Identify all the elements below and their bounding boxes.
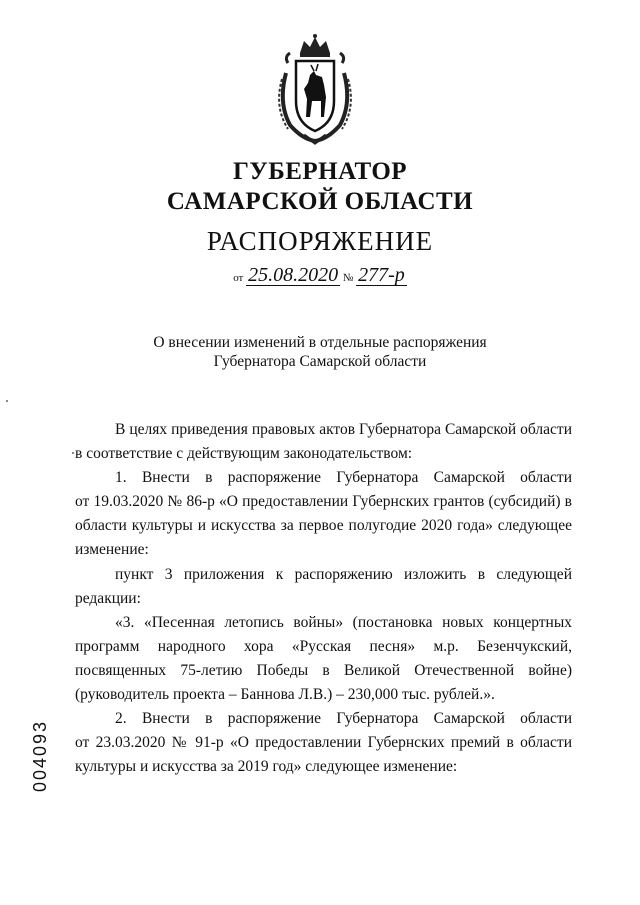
body-line: пункт 3 приложения к распоряжению изложить в следующей	[115, 565, 572, 583]
scan-speck	[72, 452, 74, 454]
body-line: 1. Внести в распоряжение Губернатора Самарской области	[115, 469, 572, 487]
body-line: изменение:	[75, 541, 149, 559]
coat-of-arms-icon	[270, 33, 360, 145]
registration-number: 004093	[30, 719, 50, 792]
subject-line: О внесении изменений в отдельные распоряжения	[153, 334, 487, 351]
body-line: культуры и искусства за 2019 год» следующее изменение:	[75, 758, 458, 776]
body-line: В целях приведения правовых актов Губернатора Самарской области	[115, 421, 572, 438]
body-line: редакции:	[75, 589, 141, 607]
document-number: 277-р	[358, 264, 405, 286]
body-line: области культуры и искусства за первое полугодие 2020 года» следующее	[75, 517, 572, 535]
body-line: программ народного хора «Русская песня» м.р. Безенчукский,	[75, 637, 572, 655]
authority-title-line1: ГУБЕРНАТОР	[232, 158, 408, 185]
body-line: в соответствие с действующим законодательством:	[75, 445, 413, 463]
document-type: РАСПОРЯЖЕНИЕ	[206, 226, 434, 256]
authority-title-line2: САМАРСКОЙ ОБЛАСТИ	[166, 188, 474, 215]
body-line: «3. «Песенная летопись войны» (постановка новых концертных	[115, 613, 572, 631]
document-subject	[0, 333, 640, 371]
document-body	[75, 418, 572, 779]
body-line: 2. Внести в распоряжение Губернатора Самарской области	[115, 710, 572, 728]
date-number-line	[0, 265, 640, 286]
body-line: (руководитель проекта – Баннова Л.В.) – 230,000 тыс. рублей.».	[75, 686, 495, 704]
body-line: посвященных 75-летию Победы в Великой Отечественной войне)	[75, 661, 572, 679]
number-prefix: №	[342, 272, 354, 284]
date-prefix: от	[233, 272, 244, 284]
body-line: от 23.03.2020 № 91-р «О предоставлении Губернских премий в области	[75, 734, 572, 752]
document-date: 25.08.2020	[248, 264, 339, 286]
subject-line: Губернатора Самарской области	[213, 353, 427, 370]
body-line: от 19.03.2020 № 86-р «О предоставлении Губернских грантов (субсидий) в	[75, 493, 572, 511]
scan-speck	[6, 400, 8, 402]
